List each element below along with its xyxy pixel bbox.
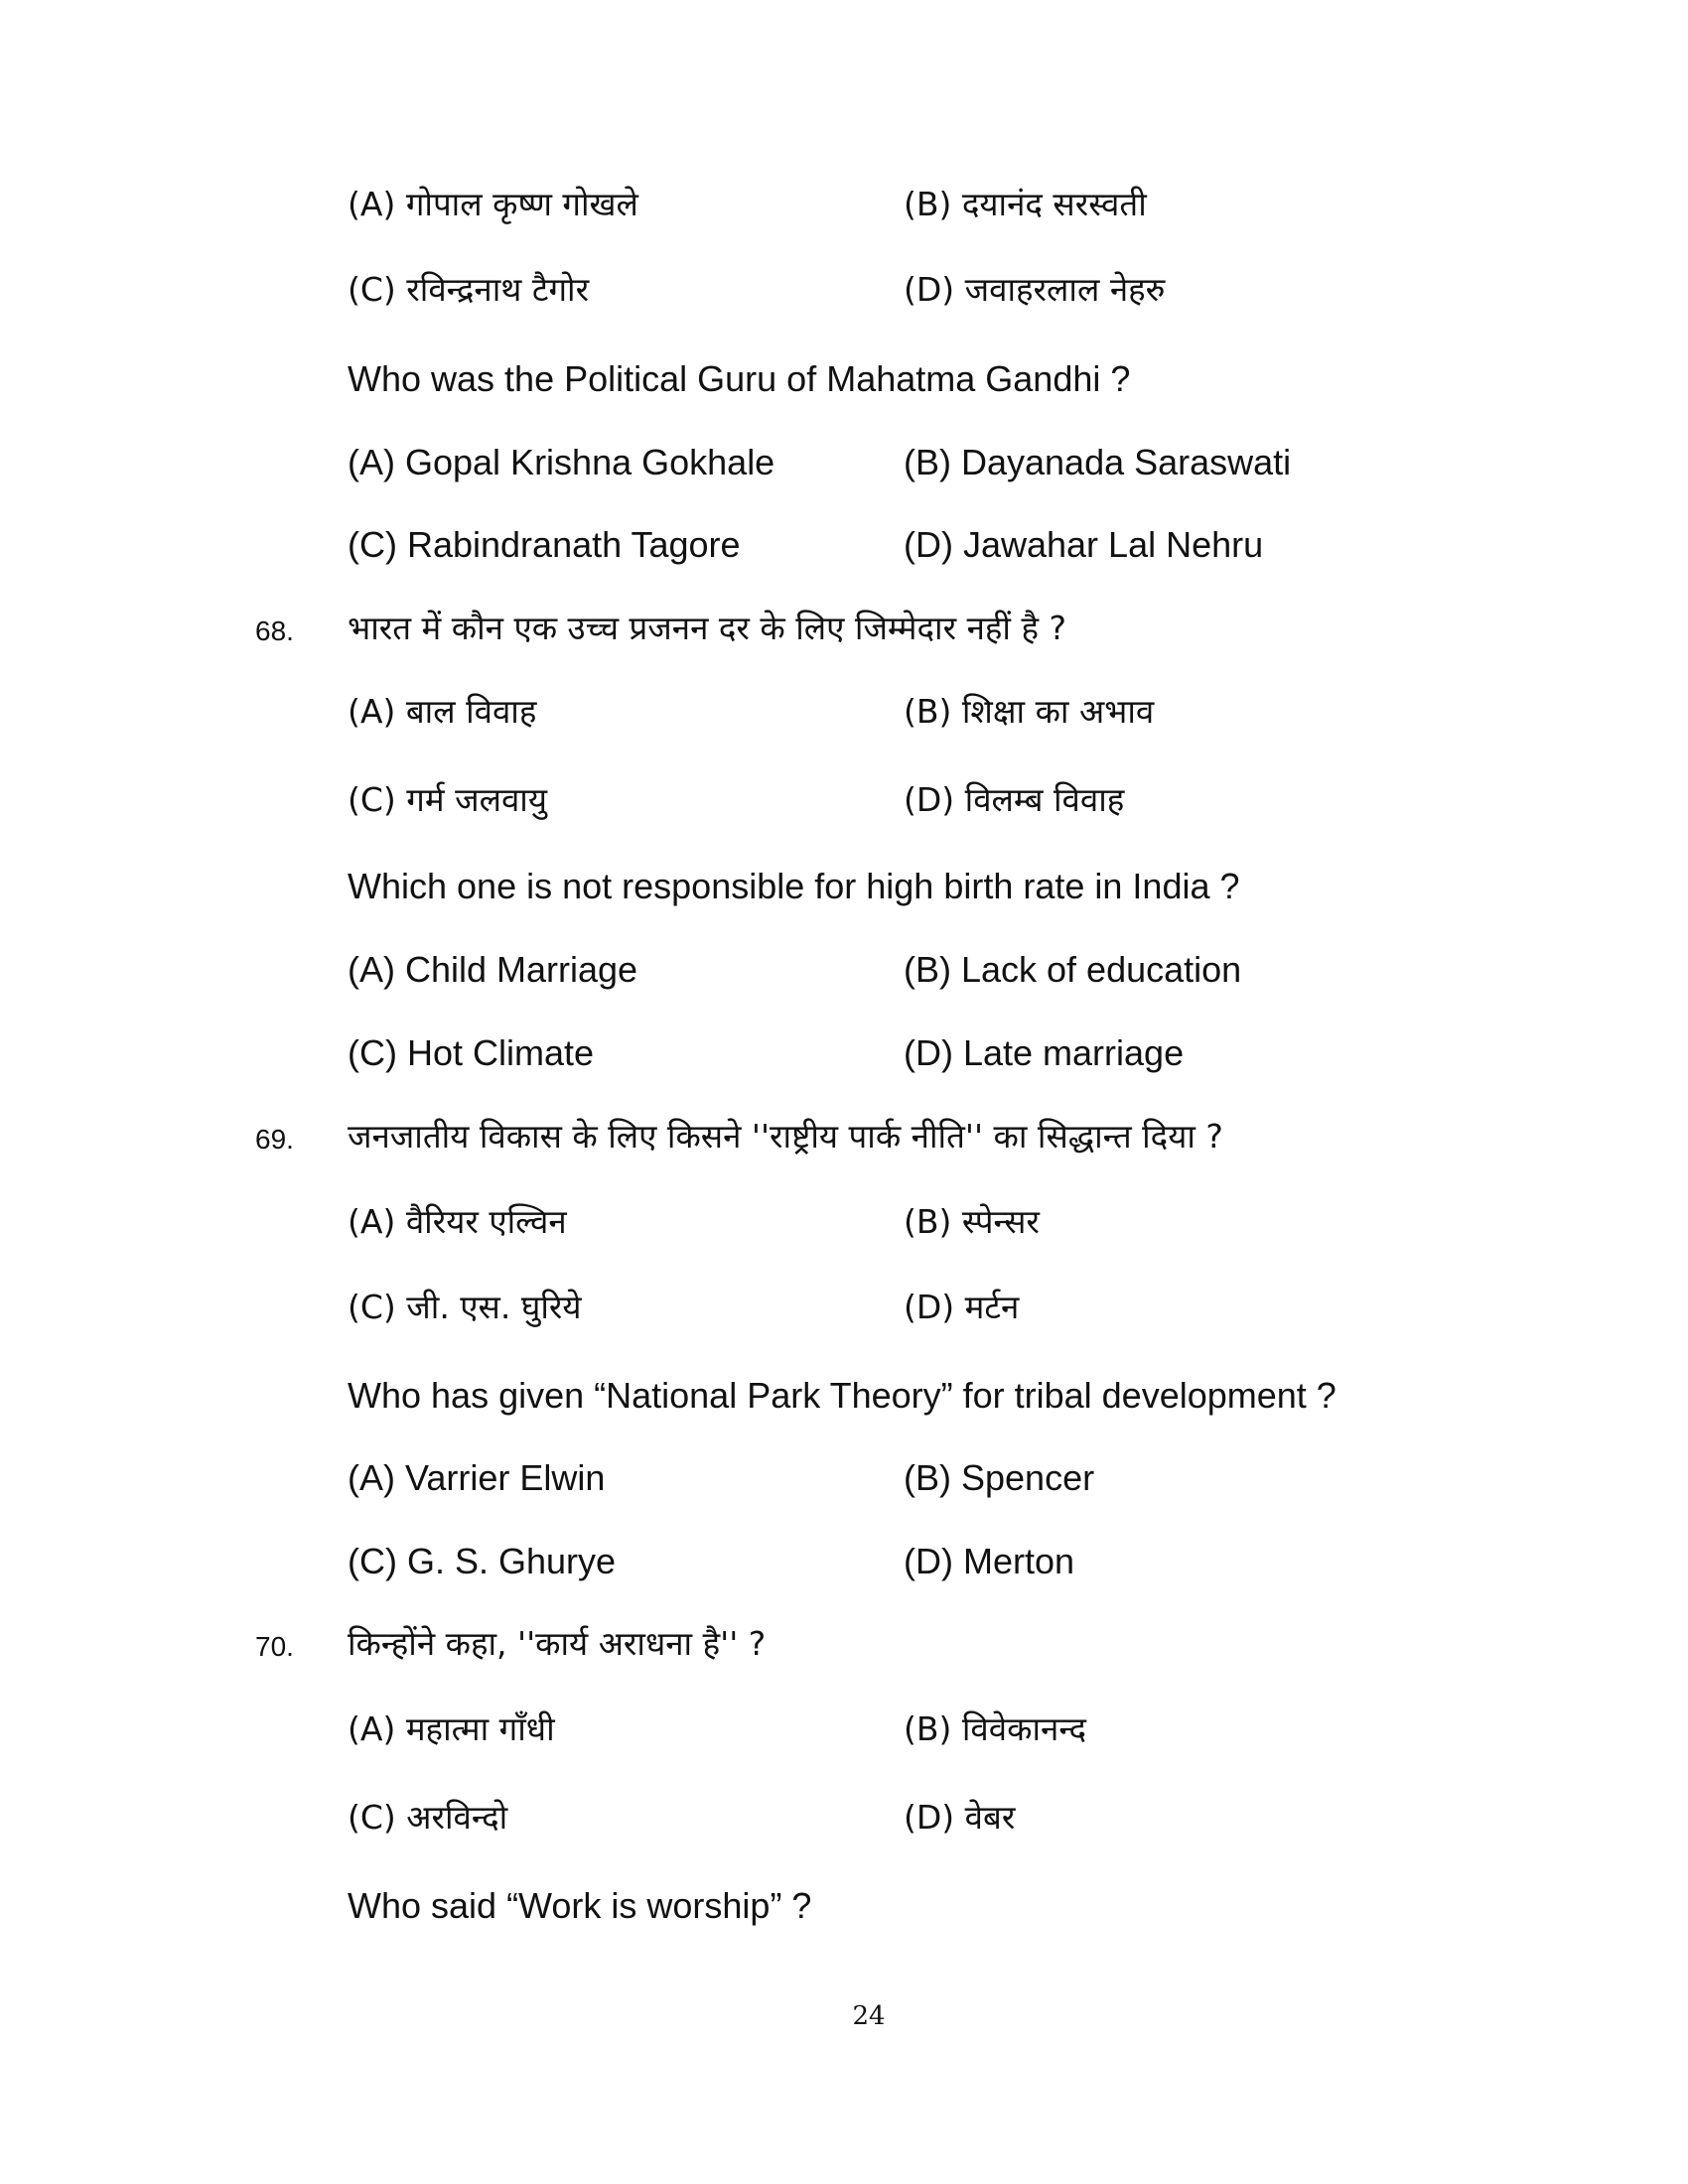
- q67-english-option-b: (B) Dayanada Saraswati: [904, 442, 1292, 482]
- q67-english-option-a: (A) Gopal Krishna Gokhale: [348, 442, 775, 482]
- q69-hindi-option-b: (B) स्पेन्सर: [904, 1202, 1040, 1241]
- q68-english-option-c: (C) Hot Climate: [348, 1032, 595, 1073]
- page-number: 24: [852, 2001, 886, 2031]
- q70-hindi-option-c: (C) अरविन्दो: [348, 1798, 508, 1837]
- q69-hindi-option-a: (A) वैरियर एल्विन: [348, 1202, 567, 1241]
- q69-hindi-question: जनजातीय विकास के लिए किसने ''राष्ट्रीय पार्क नीति'' का सिद्धान्त दिया ?: [348, 1117, 1223, 1156]
- q69-english-option-a: (A) Varrier Elwin: [348, 1457, 606, 1498]
- q70-hindi-option-a: (A) महात्मा गाँधी: [348, 1709, 555, 1748]
- q70-number: 70.: [255, 1631, 294, 1662]
- q67-english-option-d: (D) Jawahar Lal Nehru: [904, 524, 1264, 565]
- q69-english-question: Who has given “National Park Theory” for tribal development ?: [348, 1375, 1336, 1416]
- q68-english-question: Which one is not responsible for high birth rate in India ?: [348, 866, 1240, 906]
- q70-english-question: Who said “Work is worship” ?: [348, 1885, 812, 1926]
- q68-english-option-b: (B) Lack of education: [904, 949, 1242, 990]
- q68-english-option-d: (D) Late marriage: [904, 1032, 1185, 1073]
- q69-english-option-c: (C) G. S. Ghurye: [348, 1541, 617, 1581]
- q70-hindi-option-d: (D) वेबर: [904, 1798, 1016, 1837]
- q67-english-option-c: (C) Rabindranath Tagore: [348, 524, 741, 565]
- q67-hindi-option-c: (C) रविन्द्रनाथ टैगोर: [348, 270, 590, 309]
- q67-hindi-option-d: (D) जवाहरलाल नेहरु: [904, 270, 1166, 309]
- q68-hindi-question: भारत में कौन एक उच्च प्रजनन दर के लिए जिम्मेदार नहीं है ?: [348, 609, 1066, 647]
- q68-hindi-option-d: (D) विलम्ब विवाह: [904, 780, 1125, 819]
- q70-hindi-option-b: (B) विवेकानन्द: [904, 1709, 1087, 1748]
- q67-hindi-option-a: (A) गोपाल कृष्ण गोखले: [348, 185, 638, 223]
- q69-hindi-option-c: (C) जी. एस. घुरिये: [348, 1288, 582, 1326]
- q67-hindi-option-b: (B) दयानंद सरस्वती: [904, 185, 1147, 223]
- q68-hindi-option-a: (A) बाल विवाह: [348, 692, 537, 731]
- q67-english-question: Who was the Political Guru of Mahatma Gandhi ?: [348, 358, 1131, 399]
- q69-number: 69.: [255, 1124, 294, 1155]
- q68-english-option-a: (A) Child Marriage: [348, 949, 638, 990]
- q69-english-option-b: (B) Spencer: [904, 1457, 1095, 1498]
- q68-hindi-option-b: (B) शिक्षा का अभाव: [904, 692, 1155, 731]
- q70-hindi-question: किन्होंने कहा, ''कार्य अराधना है'' ?: [348, 1624, 767, 1663]
- q68-hindi-option-c: (C) गर्म जलवायु: [348, 780, 547, 819]
- q69-english-option-d: (D) Merton: [904, 1541, 1075, 1581]
- q68-number: 68.: [255, 615, 294, 646]
- q69-hindi-option-d: (D) मर्टन: [904, 1288, 1020, 1326]
